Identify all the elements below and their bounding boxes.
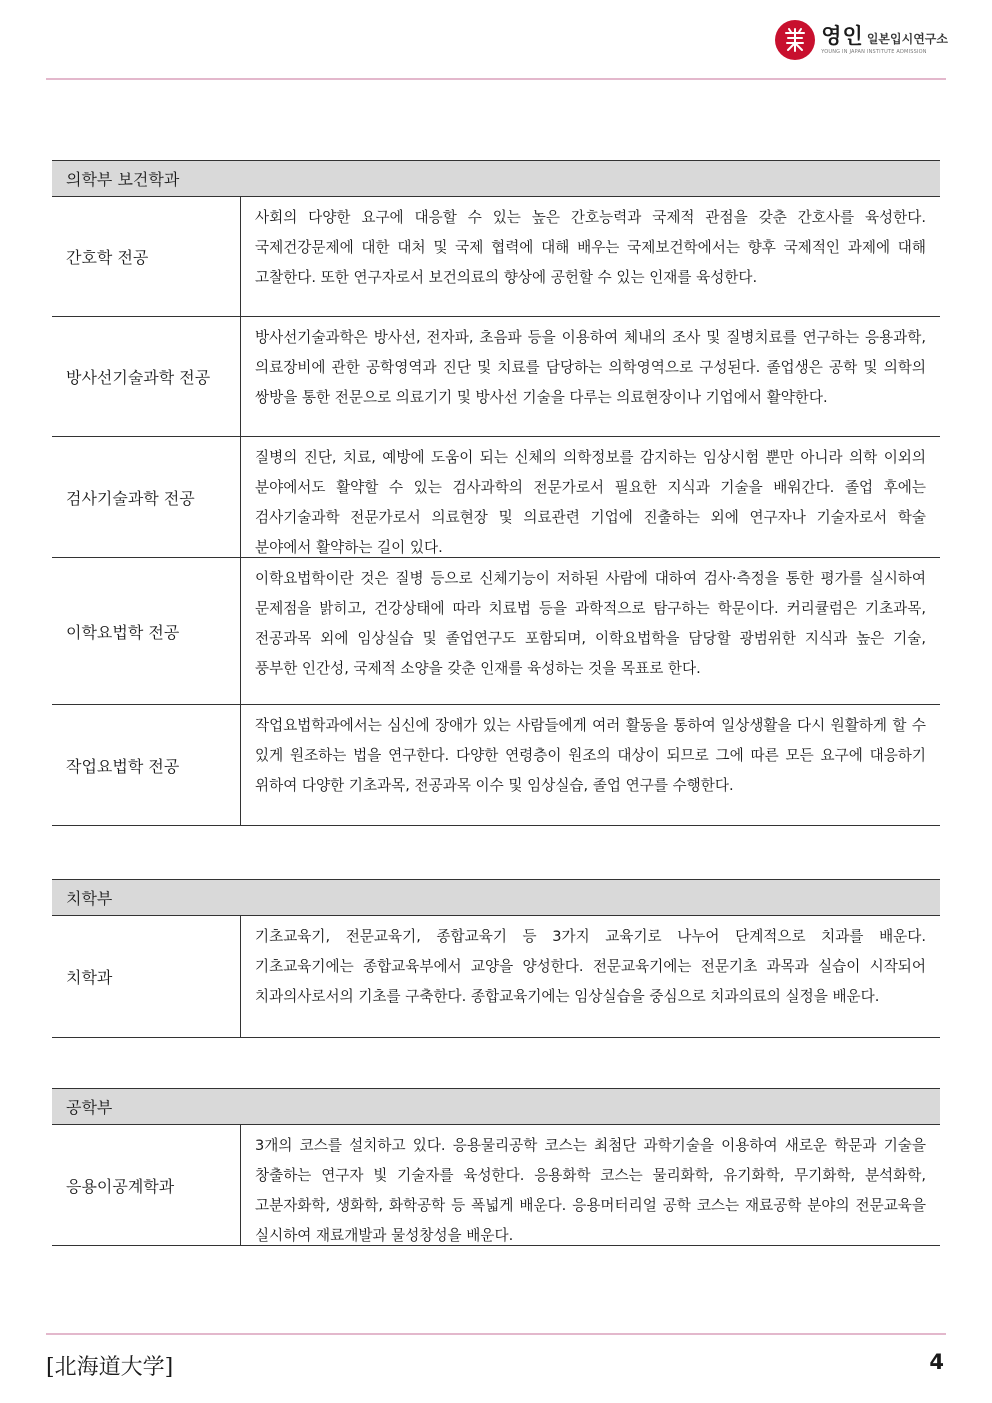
row-description: 질병의 진단, 치료, 예방에 도움이 되는 신체의 의학정보를 감지하는 임상시험 뿐만 아니라 의학 이외의 분야에서도 활약할 수 있는 검사과학의 전문가로서 필요한 지식과 기술을 배워간다. 졸업 후에는 검사기술과학 전문가로서 의료현장 및 의료관련 기업에 진출하는 외에 연구자나 기술자로서 학술 분야에서 활약하는 길이 있다. — [255, 449, 926, 556]
header-divider — [46, 78, 946, 80]
row-label: 작업요법학 전공 — [52, 705, 241, 825]
section-engineering — [52, 1088, 940, 1246]
page-number: 4 — [929, 1350, 944, 1374]
logo-text — [821, 23, 948, 55]
logo-emblem-icon — [775, 20, 815, 60]
logo-english: YOUNG IN JAPAN INSTITUTE ADMISSION — [821, 48, 927, 55]
row-description: 기초교육기, 전문교육기, 종합교육기 등 3가지 교육기로 나누어 단계적으로 치과를 배운다. 기초교육기에는 종합교육부에서 교양을 양성한다. 전문교육기에는 전문기초 과목과 실습이 시작되어 치과의사로서의 기초를 구축한다. 종합교육기에는 임상실습을 중심으로 치과의료의 실정을 배운다. — [255, 928, 926, 1005]
row-label: 방사선기술과학 전공 — [52, 317, 241, 436]
footer-university-name: [北海道大学] — [46, 1355, 174, 1380]
row-label: 검사기술과학 전공 — [52, 437, 241, 557]
section-title: 의학부 보건학과 — [52, 160, 940, 197]
logo-subtitle: 일본입시연구소 — [866, 31, 948, 46]
table-row — [52, 317, 940, 437]
row-description: 3개의 코스를 설치하고 있다. 응용물리공학 코스는 최첨단 과학기술을 이용하여 새로운 학문과 기술을 창출하는 연구자 빛 기술자를 육성한다. 응용화학 코스는 물리화학, 유기화학, 무기화학, 분석화학, 고분자화학, 생화학, 화학공학 등 폭넓게 배운다. 응용머터리얼 공학 코스는 재료공학 분야의 전문교육을 실시하여 재료개발과 물성창성을 배운다. — [255, 1137, 926, 1244]
section-dentistry — [52, 879, 940, 1038]
table-row — [52, 197, 940, 317]
table-row — [52, 1125, 940, 1246]
row-label: 응용이공계학과 — [52, 1125, 241, 1245]
table-row — [52, 705, 940, 826]
table-row — [52, 437, 940, 558]
section-title: 치학부 — [52, 879, 940, 916]
row-description: 이학요법학이란 것은 질병 등으로 신체기능이 저하된 사람에 대하여 검사·측정을 통한 평가를 실시하여 문제점을 밝히고, 건강상태에 따라 치료법 등을 과학적으로 탐구하는 학문이다. 커리큘럼은 기초과목, 전공과목 외에 임상실습 및 졸업연구도 포함되며, 이학요법학을 담당할 광범위한 지식과 높은 기술, 풍부한 인간성, 국제적 소양을 갖춘 인재를 육성하는 것을 목표로 한다. — [255, 570, 926, 677]
section-medicine-health — [52, 160, 940, 826]
row-description: 작업요법학과에서는 심신에 장애가 있는 사람들에게 여러 활동을 통하여 일상생활을 다시 원활하게 할 수 있게 원조하는 법을 연구한다. 다양한 연령층이 원조의 대상이 되므로 그에 따른 모든 요구에 대응하기 위하여 다양한 기초과목, 전공과목 이수 및 임상실습, 졸업 연구를 수행한다. — [255, 717, 926, 794]
row-description: 방사선기술과학은 방사선, 전자파, 초음파 등을 이용하여 체내의 조사 및 질병치료를 연구하는 응용과학, 의료장비에 관한 공학영역과 진단 및 치료를 담당하는 의학영역으로 구성된다. 졸업생은 공학 및 의학의 쌍방을 통한 전문으로 의료기기 및 방사선 기술을 다루는 의료현장이나 기업에서 활약한다. — [255, 329, 926, 406]
row-description: 사회의 다양한 요구에 대응할 수 있는 높은 간호능력과 국제적 관점을 갖춘 간호사를 육성한다. 국제건강문제에 대한 대처 및 국제 협력에 대해 배우는 국제보건학에서는 향후 국제적인 과제에 대해 고찰한다. 또한 연구자로서 보건의료의 향상에 공헌할 수 있는 인재를 육성한다. — [255, 209, 926, 286]
row-label: 이학요법학 전공 — [52, 558, 241, 704]
footer-divider — [46, 1333, 946, 1335]
table-row — [52, 916, 940, 1038]
row-label: 치학과 — [52, 916, 241, 1037]
table-row — [52, 558, 940, 705]
brand-logo — [775, 20, 948, 60]
logo-name: 영인 — [821, 23, 864, 48]
section-title: 공학부 — [52, 1088, 940, 1125]
row-label: 간호학 전공 — [52, 197, 241, 316]
